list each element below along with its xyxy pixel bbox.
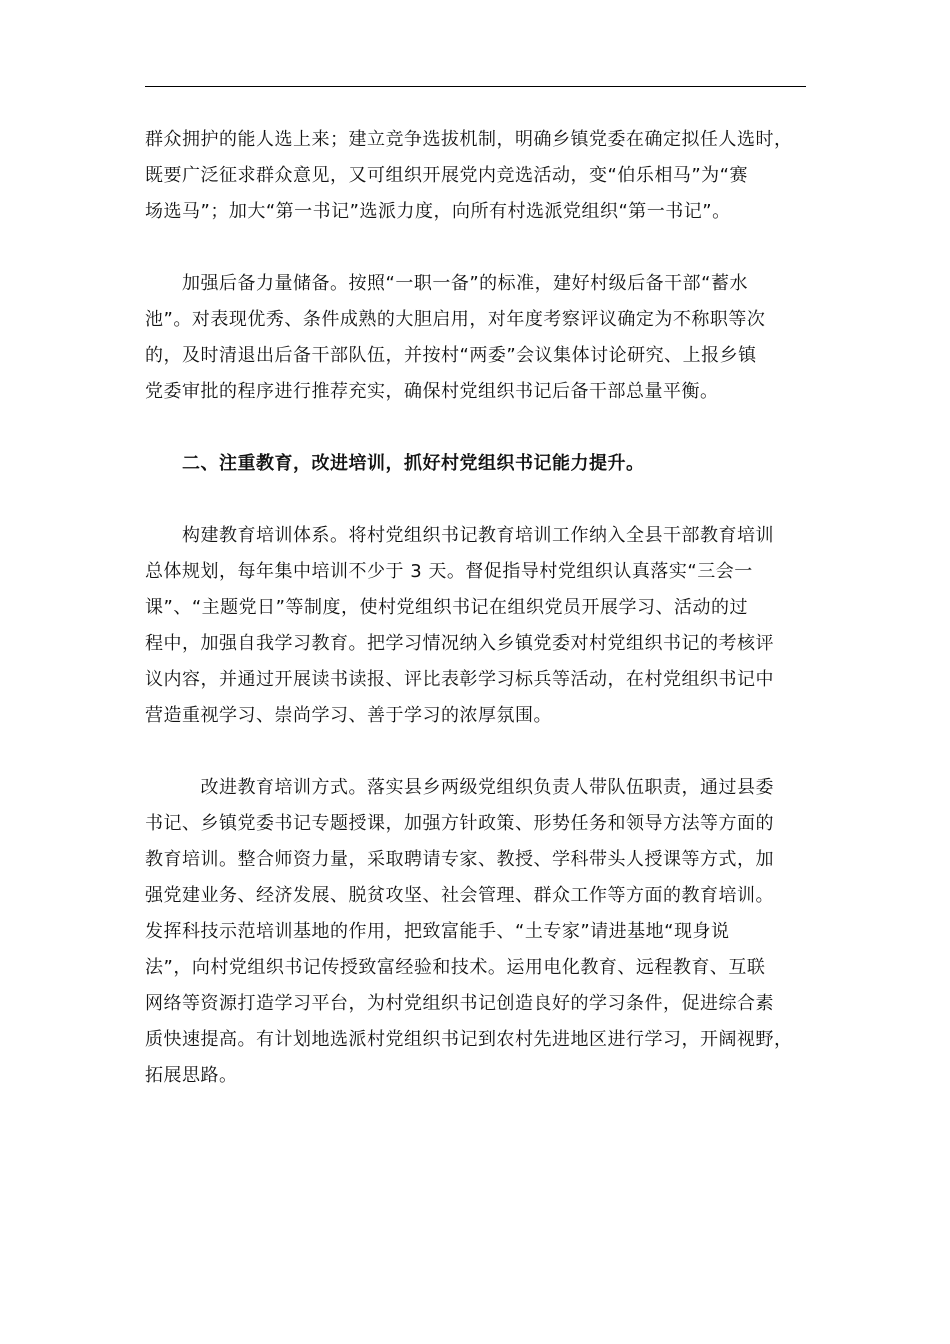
paragraph-gap [145,410,806,446]
paragraph-reserve-cadres: 加强后备力量储备。按照“一职一备”的标准，建好村级后备干部“蓄水 池”。对表现优秀、条件成熟的大胆启用，对年度考察评议确定为不称职等次 的，及时清退出后备干部队伍，并按村“两委”会议集体讨论研究、上报乡镇 党委审批的程序进行推荐充实，确保村党组织书记后备干部总量平衡。 [145,273,766,402]
paragraph-gap [145,734,806,770]
paragraph-selection-mechanism: 群众拥护的能人选上来；建立竞争选拔机制，明确乡镇党委在确定拟任人选时， 既要广泛征求群众意见，又可组织开展党内竞选活动，变“伯乐相马”为“赛 场选马”；加大“第一书记”选派力度，向所有村选派党组织“第一书记”。 [145,129,793,222]
paragraph-gap [145,230,806,266]
section-heading-education: 二、注重教育，改进培训，抓好村党组织书记能力提升。 [145,453,645,474]
paragraph-training-methods: 改进教育培训方式。落实县乡两级党组织负责人带队伍职责，通过县委 书记、乡镇党委书记专题授课，加强方针政策、形势任务和领导方法等方面的 教育培训。整合师资力量，采取聘请专家、教授、学科带头人授课等方式，加 强党建业务、经济发展、脱贫攻坚、社会管理、群众工作等方面的教育培训。 发挥科技示范培训基地的作用，把致富能手、“土专家”请进基地“现身说 法”，向村党组织书记传授致富经验和技术。运用电化教育、远程教育、互联 网络等资源打造学习平台，为村党组织书记创造良好的学习条件，促进综合素 质快速提高。有计划地选派村党组织书记到农村先进地区进行学习，开阔视野， 拓展思路。 [145,777,793,1086]
paragraph-training-system: 构建教育培训体系。将村党组织书记教育培训工作纳入全县干部教育培训 总体规划，每年集中培训不少于 3 天。督促指导村党组织认真落实“三会一 课”、“主题党日”等制度，使村党组织书记在组织党员开展学习、活动的过 程中，加强自我学习教育。把学习情况纳入乡镇党委对村党组织书记的考核评 议内容，并通过开展读书读报、评比表彰学习标兵等活动，在村党组织书记中 营造重视学习、崇尚学习、善于学习的浓厚氛围。 [145,525,774,726]
header-rule [145,86,806,87]
paragraph-gap [145,482,806,518]
document-body [145,122,806,1094]
